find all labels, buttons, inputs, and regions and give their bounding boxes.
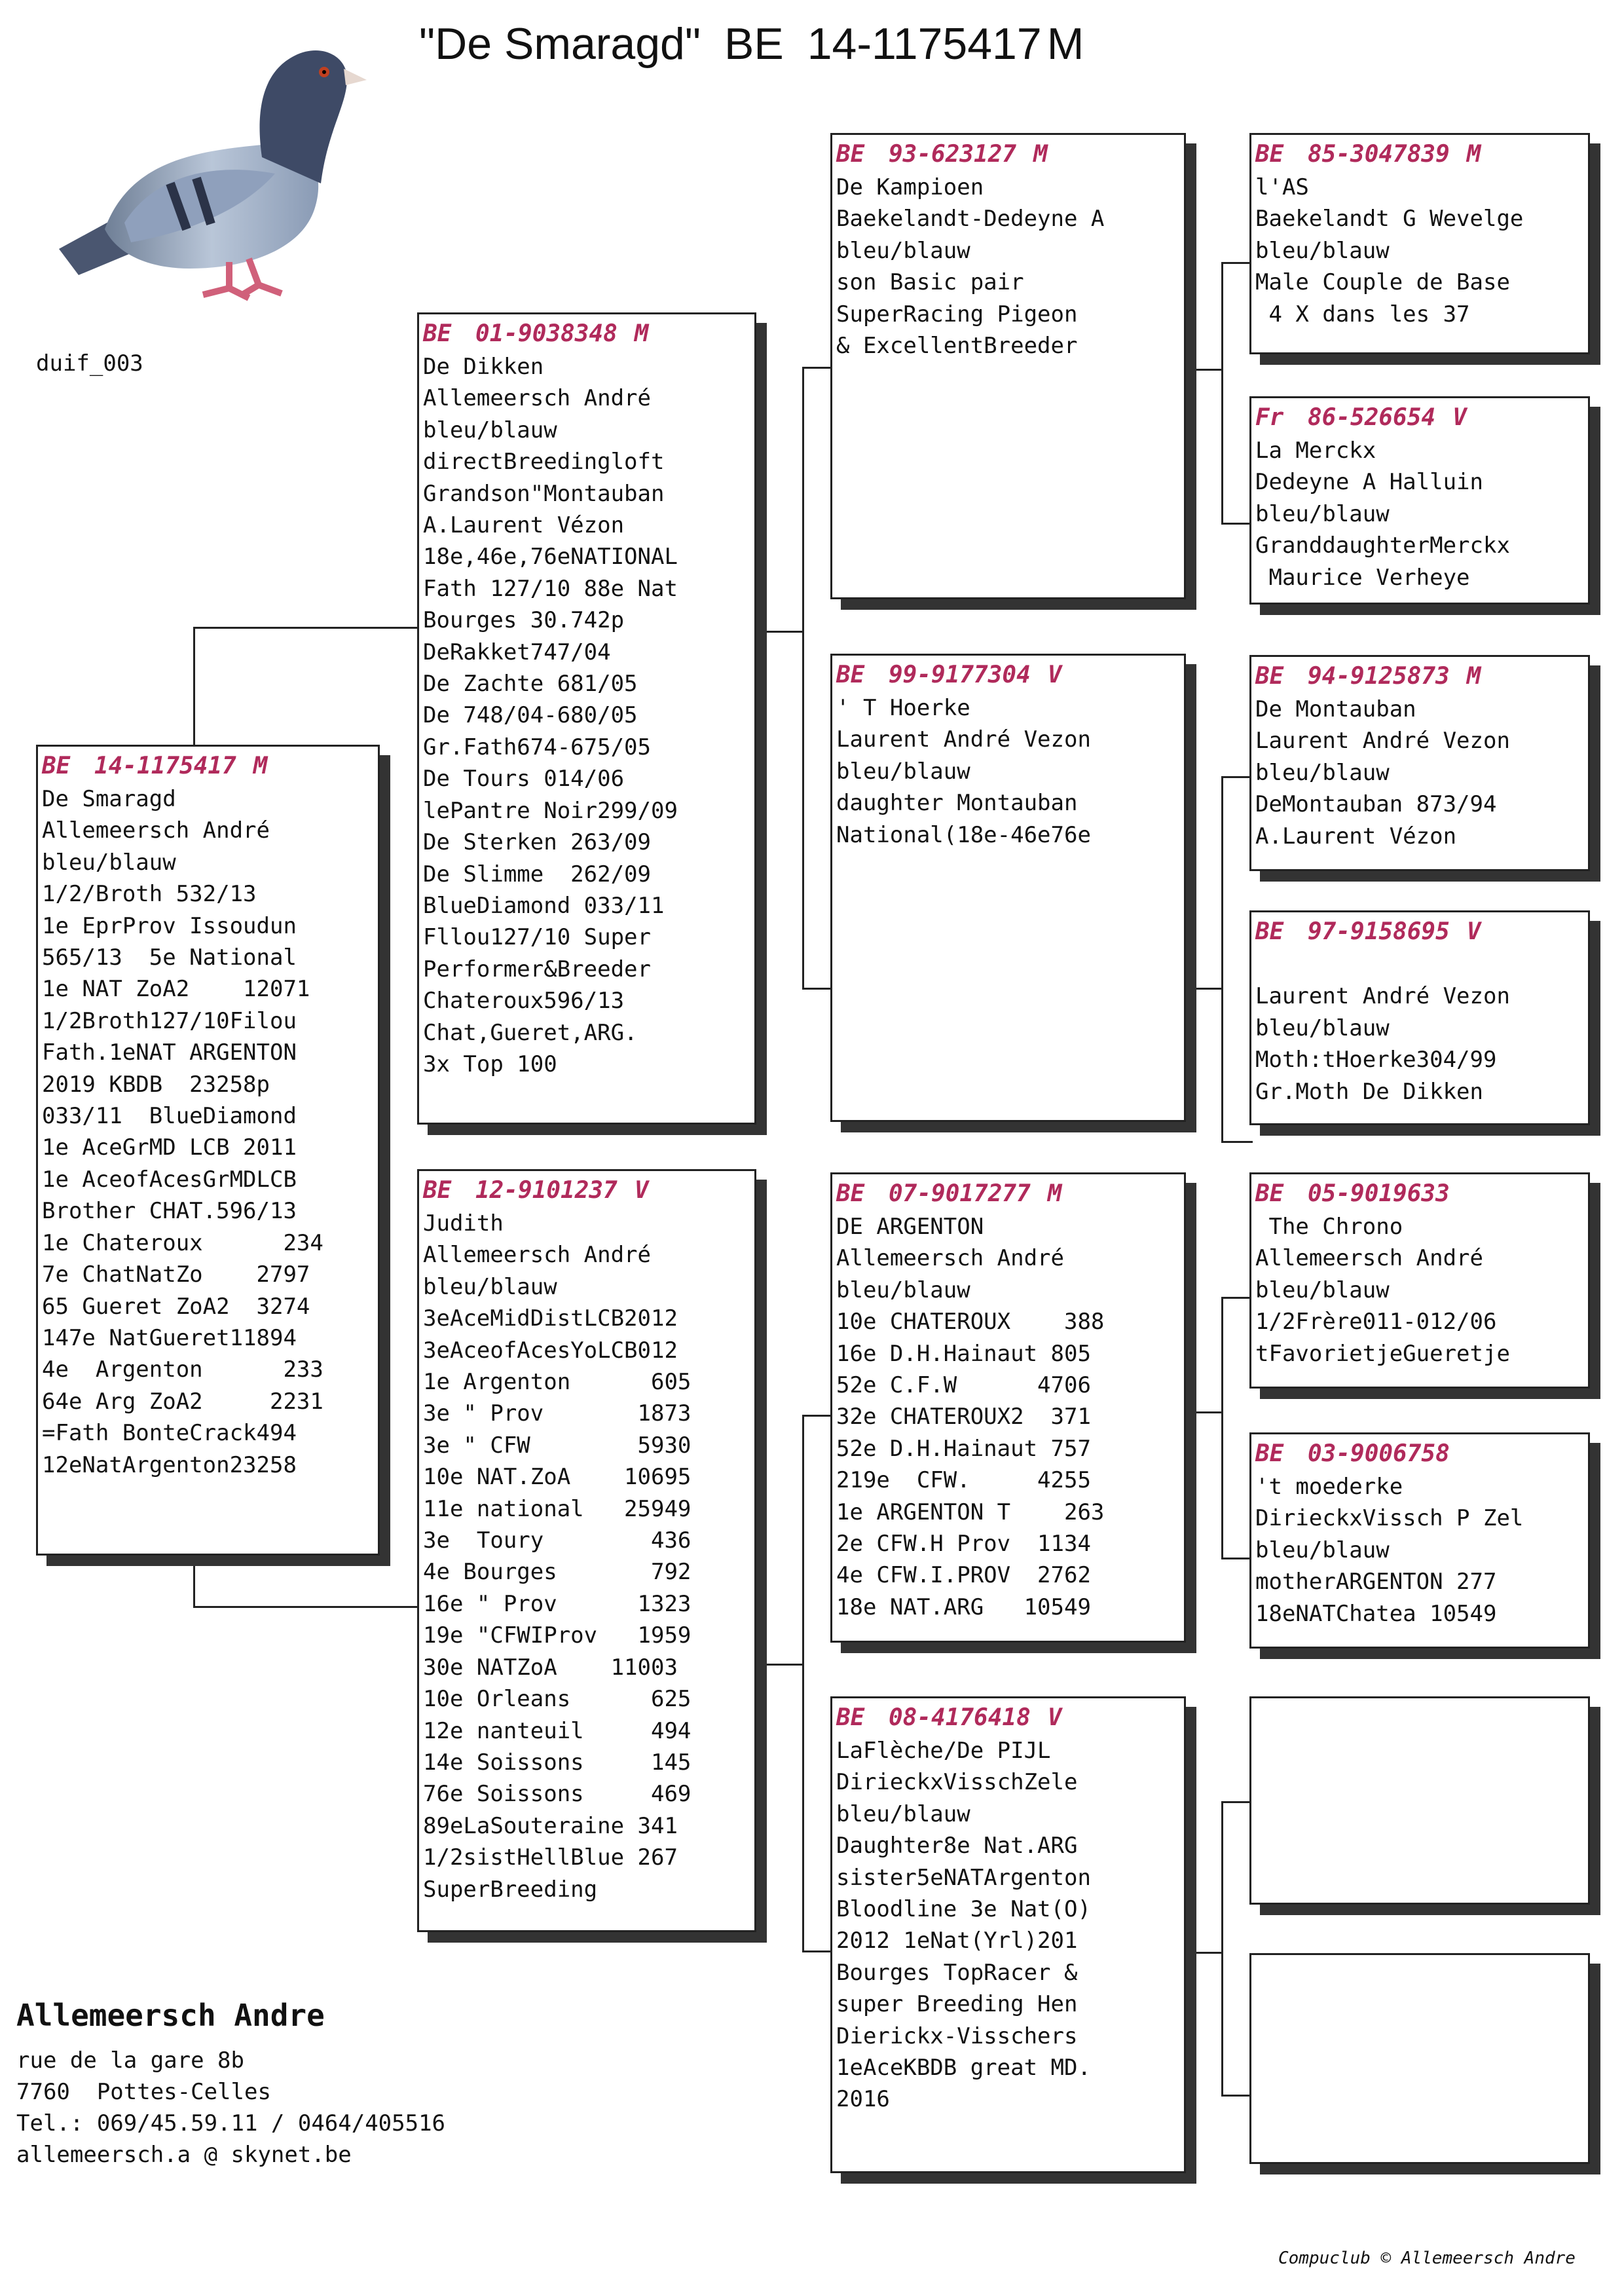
info-line: 32e CHATEROUX2 371	[836, 1404, 1091, 1430]
info-line: bleu/blauw	[1255, 1277, 1390, 1303]
info-line: A.Laurent Vézon	[423, 512, 625, 539]
info-line: Gr.Moth De Dikken	[1255, 1078, 1483, 1105]
ring-country: BE	[836, 662, 865, 688]
info-line: A.Laurent Vézon	[1255, 823, 1457, 849]
info-line: National(18e-46e76e	[836, 821, 1091, 848]
info-line: 2012 1eNat(Yrl)201	[836, 1928, 1078, 1954]
ggp-card-1	[1249, 133, 1590, 354]
info-line: Daughter8e Nat.ARG	[836, 1833, 1078, 1859]
info-line: 2e CFW.H Prov 1134	[836, 1531, 1091, 1558]
info-line: 19e "CFWIProv 1959	[423, 1622, 692, 1649]
info-line: Grandson"Montauban	[423, 480, 665, 507]
ring-country: BE	[1255, 918, 1284, 945]
ring-sex: V	[1047, 1704, 1062, 1731]
info-line: 147e NatGueret11894	[42, 1324, 297, 1351]
info-line: Laurent André Vezon	[1255, 728, 1510, 755]
connector-line	[1221, 1297, 1223, 1559]
info-line: 3x Top 100	[423, 1051, 557, 1077]
info-line: 10e Orleans 625	[423, 1686, 692, 1713]
info-line: 219e CFW. 4255	[836, 1467, 1091, 1494]
info-line: De Zachte 681/05	[423, 671, 638, 698]
info-line: directBreedingloft	[423, 449, 665, 476]
page-title	[419, 18, 1084, 69]
info-line: bleu/blauw	[1255, 237, 1390, 264]
connector-line	[1185, 369, 1221, 371]
ring-country: BE	[1255, 1440, 1284, 1467]
info-line: 1e EprProv Issoudun	[42, 912, 297, 939]
ring-header	[1255, 139, 1588, 170]
info-line: 4 X dans les 37	[1255, 301, 1470, 327]
info-line: 1e Chateroux 234	[42, 1229, 323, 1256]
info-line: sister5eNATArgenton	[836, 1864, 1091, 1891]
info-line: 7e ChatNatZo 2797	[42, 1261, 310, 1288]
connector-line	[1221, 1297, 1253, 1299]
ring-number: 94-9125873	[1308, 663, 1450, 690]
info-line: 30e NATZoA 11003	[423, 1654, 678, 1681]
ring-number: 85-3047839	[1308, 141, 1450, 168]
info-line: 1e AceGrMD LCB 2011	[42, 1134, 297, 1161]
info-line: 52e C.F.W 4706	[836, 1372, 1091, 1399]
ring-header	[836, 660, 1184, 691]
ring-header	[836, 139, 1184, 170]
info-line: 76e Soissons 469	[423, 1781, 692, 1808]
info-line: 18e NAT.ARG 10549	[836, 1594, 1091, 1620]
info-line: Chateroux596/13	[423, 988, 625, 1015]
info-line: Fath 127/10 88e Nat	[423, 575, 678, 602]
info-line: 1/2sistHellBlue 267	[423, 1844, 678, 1871]
title-sex: M	[1046, 19, 1084, 69]
info-line: Baekelandt-Dedeyne A	[836, 206, 1105, 233]
owner-email[interactable]: allemeersch.a @ skynet.be	[16, 2142, 352, 2168]
info-line: Dierickx-Visschers	[836, 2023, 1078, 2049]
info-line: Baekelandt G Wevelge	[1255, 206, 1524, 233]
info-line: SuperBreeding	[423, 1876, 598, 1903]
info-line: De Dikken	[423, 354, 544, 380]
ring-sex: V	[1466, 918, 1481, 945]
ring-header	[1255, 402, 1588, 434]
footer-credit: Compuclub © Allemeersch Andre	[1278, 2248, 1576, 2268]
pedigree-info	[423, 351, 754, 1080]
info-line: bleu/blauw	[836, 758, 970, 785]
info-line: LaFlèche/De PIJL	[836, 1738, 1051, 1764]
info-line: 11e national 25949	[423, 1495, 692, 1522]
pedigree-info	[836, 172, 1184, 362]
ring-number: 05-9019633	[1308, 1180, 1450, 1207]
owner-phone: Tel.: 069/45.59.11 / 0464/405516	[16, 2110, 446, 2136]
connector-line	[193, 627, 195, 745]
ring-header	[836, 1702, 1184, 1734]
info-line: bleu/blauw	[423, 417, 557, 443]
info-line: DE ARGENTON	[836, 1214, 984, 1240]
ring-header	[423, 1175, 754, 1206]
ring-header	[42, 751, 378, 782]
info-line: Performer&Breeder	[423, 956, 651, 982]
pedigree-info	[1255, 435, 1588, 593]
info-line: bleu/blauw	[1255, 759, 1390, 786]
info-line: 1eAceKBDB great MD.	[836, 2055, 1091, 2081]
connector-line	[1221, 262, 1253, 264]
ring-number: 97-9158695	[1308, 918, 1450, 945]
info-line: 4e Bourges 792	[423, 1559, 692, 1586]
info-line: 10e CHATEROUX 388	[836, 1309, 1105, 1335]
connector-line	[193, 1556, 195, 1608]
info-line: 1/2/Broth 532/13	[42, 881, 257, 908]
connector-line	[802, 988, 834, 990]
connector-line	[1185, 988, 1221, 990]
connector-line	[193, 627, 417, 629]
info-line: l'AS	[1255, 174, 1309, 200]
info-line: Allemeersch André	[423, 1242, 651, 1269]
pedigree-info	[1255, 1471, 1588, 1630]
sire-sire-card	[830, 133, 1186, 599]
info-line: De Montauban	[1255, 696, 1416, 722]
ring-header	[836, 1178, 1184, 1210]
info-line: 18e,46e,76eNATIONAL	[423, 544, 678, 570]
info-line: & ExcellentBreeder	[836, 333, 1078, 360]
info-line: 1/2Frère011-012/06	[1255, 1309, 1497, 1335]
connector-line	[1221, 776, 1253, 778]
ring-country: BE	[836, 141, 865, 168]
ring-header	[1255, 661, 1588, 692]
connector-line	[1185, 1952, 1221, 1954]
info-line: bleu/blauw	[836, 1277, 970, 1303]
info-line: Brother CHAT.596/13	[42, 1198, 297, 1225]
ring-sex: M	[634, 320, 649, 347]
info-line: bleu/blauw	[1255, 1537, 1390, 1563]
info-line: 1e NAT ZoA2 12071	[42, 976, 310, 1003]
ggp-card-4	[1249, 910, 1590, 1125]
ring-number: 99-9177304	[889, 662, 1031, 688]
info-line: son Basic pair	[836, 269, 1024, 296]
info-line: 4e Argenton 233	[42, 1356, 323, 1383]
info-line: 1e ARGENTON T 263	[836, 1499, 1105, 1525]
image-label: duif_003	[36, 350, 143, 377]
info-line: GranddaughterMerckx	[1255, 532, 1510, 559]
info-line: 52e D.H.Hainaut 757	[836, 1435, 1091, 1462]
info-line: De Sterken 263/09	[423, 829, 651, 856]
info-line: tFavorietjeGueretje	[1255, 1340, 1510, 1367]
ring-sex: V	[1047, 662, 1062, 688]
info-line: 1/2Broth127/10Filou	[42, 1007, 297, 1034]
info-line: ' T Hoerke	[836, 695, 970, 721]
info-line: De Kampioen	[836, 174, 984, 200]
info-line: BlueDiamond 033/11	[423, 892, 665, 919]
pedigree-info	[836, 1211, 1184, 1623]
info-line: 64e Arg ZoA2 2231	[42, 1388, 323, 1415]
info-line: 033/11 BlueDiamond	[42, 1103, 297, 1130]
owner-street: rue de la gare 8b	[16, 2047, 244, 2074]
info-line: 3e Toury 436	[423, 1527, 692, 1554]
info-line: 12eNatArgenton23258	[42, 1451, 297, 1478]
connector-line	[756, 631, 802, 633]
ring-sex: M	[1466, 141, 1481, 168]
ggp-card-7	[1249, 1696, 1590, 1905]
pedigree-info	[836, 1735, 1184, 2116]
ring-country: BE	[1255, 663, 1284, 690]
info-line: Allemeersch André	[1255, 1245, 1483, 1272]
ring-country: Fr	[1255, 404, 1284, 431]
connector-line	[802, 1950, 834, 1952]
connector-line	[1221, 1801, 1223, 2096]
info-line: Allemeersch André	[42, 817, 270, 844]
ring-header	[423, 318, 754, 350]
info-line: DirieckxVissch P Zel	[1255, 1505, 1524, 1532]
connector-line	[802, 367, 834, 369]
sire-card	[417, 312, 756, 1125]
ring-number: 03-9006758	[1308, 1440, 1450, 1467]
ring-number: 14-1175417	[94, 753, 236, 779]
connector-line	[802, 1415, 804, 1952]
ring-sex: M	[253, 753, 268, 779]
info-line: Fath.1eNAT ARGENTON	[42, 1039, 297, 1066]
pedigree-info	[1255, 1211, 1588, 1370]
info-line: Gr.Fath674-675/05	[423, 734, 651, 760]
info-line: Chat,Gueret,ARG.	[423, 1019, 638, 1046]
connector-line	[1221, 1801, 1253, 1803]
info-line: bleu/blauw	[423, 1273, 557, 1300]
info-line: DirieckxVisschZele	[836, 1769, 1078, 1796]
ring-country: BE	[42, 753, 71, 779]
connector-line	[1185, 1411, 1221, 1413]
info-line: De Slimme 262/09	[423, 861, 651, 887]
info-line: Fllou127/10 Super	[423, 924, 651, 951]
ring-number: 07-9017277	[889, 1180, 1031, 1207]
info-line: bleu/blauw	[836, 237, 970, 264]
pigeon-name: "De Smaragd"	[419, 19, 701, 69]
info-line: 65 Gueret ZoA2 3274	[42, 1293, 310, 1320]
connector-line	[193, 1606, 417, 1608]
pedigree-info	[423, 1208, 754, 1905]
pedigree-info	[42, 783, 378, 1481]
subject-card	[36, 745, 380, 1556]
ring-number: 86-526654	[1308, 404, 1436, 431]
ring-sex: M	[1466, 663, 1481, 690]
connector-line	[1221, 262, 1223, 524]
info-line: Bourges 30.742p	[423, 607, 625, 634]
info-line: De Smaragd	[42, 786, 176, 812]
title-ring: 14-1175417	[807, 19, 1042, 69]
info-line: The Chrono	[1255, 1214, 1403, 1240]
ring-number: 01-9038348	[475, 320, 618, 347]
info-line: 3eAceMidDistLCB2012	[423, 1305, 678, 1332]
ring-country: BE	[423, 1177, 452, 1204]
ggp-card-3	[1249, 655, 1590, 871]
connector-line	[802, 367, 804, 989]
ggp-card-6	[1249, 1432, 1590, 1649]
connector-line	[1221, 523, 1253, 525]
info-line: 565/13 5e National	[42, 944, 297, 971]
ring-sex: V	[1452, 404, 1467, 431]
info-line: 2016	[836, 2086, 890, 2113]
title-country: BE	[724, 19, 784, 69]
connector-line	[756, 1664, 802, 1666]
info-line: =Fath BonteCrack494	[42, 1420, 297, 1447]
ring-country: BE	[836, 1704, 865, 1731]
info-line: 2019 KBDB 23258p	[42, 1071, 270, 1098]
info-line: bleu/blauw	[836, 1801, 970, 1827]
ring-header	[1255, 1178, 1588, 1210]
info-line: 't moederke	[1255, 1474, 1403, 1500]
pedigree-info	[1255, 172, 1588, 330]
info-line: DeRakket747/04	[423, 639, 611, 665]
info-line: bleu/blauw	[1255, 500, 1390, 527]
connector-line	[1221, 2095, 1253, 2097]
info-line: Laurent André Vezon	[1255, 983, 1510, 1010]
owner-city: 7760 Pottes-Celles	[16, 2079, 271, 2105]
dam-dam-card	[830, 1696, 1186, 2173]
ring-sex: M	[1033, 141, 1048, 168]
info-line: super Breeding Hen	[836, 1991, 1078, 2018]
info-line: 3eAceofAcesYoLCB012	[423, 1337, 678, 1364]
info-line: 16e " Prov 1323	[423, 1590, 692, 1617]
dam-card	[417, 1169, 756, 1932]
info-line: motherARGENTON 277	[1255, 1569, 1497, 1595]
info-line: 3e " Prov 1873	[423, 1400, 692, 1427]
ring-header	[1255, 916, 1588, 948]
info-line: Allemeersch André	[423, 385, 651, 412]
dam-sire-card	[830, 1172, 1186, 1643]
ring-sex: M	[1047, 1180, 1062, 1207]
info-line	[1255, 949, 1588, 980]
info-line: DeMontauban 873/94	[1255, 791, 1497, 818]
info-line: 14e Soissons 145	[423, 1749, 692, 1776]
info-line: daughter Montauban	[836, 790, 1078, 817]
ring-country: BE	[1255, 1180, 1284, 1207]
info-line: 10e NAT.ZoA 10695	[423, 1464, 692, 1491]
info-line: De Tours 014/06	[423, 766, 625, 793]
info-line: 4e CFW.I.PROV 2762	[836, 1562, 1091, 1589]
connector-line	[1221, 776, 1223, 1143]
ring-country: BE	[423, 320, 452, 347]
pedigree-info	[1255, 949, 1588, 1108]
info-line: 3e " CFW 5930	[423, 1432, 692, 1459]
pigeon-illustration	[33, 33, 399, 321]
info-line: Laurent André Vezon	[836, 726, 1091, 753]
info-line: 16e D.H.Hainaut 805	[836, 1340, 1091, 1367]
info-line: La Merckx	[1255, 438, 1376, 464]
info-line: bleu/blauw	[1255, 1015, 1390, 1041]
info-line: Allemeersch André	[836, 1245, 1064, 1272]
info-line: lePantre Noir299/09	[423, 797, 678, 824]
ring-country: BE	[836, 1180, 865, 1207]
info-line: Bourges TopRacer &	[836, 1959, 1078, 1986]
connector-line	[1221, 1141, 1253, 1143]
ring-number: 08-4176418	[889, 1704, 1031, 1731]
info-line: Maurice Verheye	[1255, 564, 1470, 591]
ggp-card-2	[1249, 396, 1590, 605]
connector-line	[1221, 1558, 1253, 1559]
pedigree-info	[836, 692, 1184, 851]
ggp-card-5	[1249, 1172, 1590, 1389]
info-line: 1e AceofAcesGrMDLCB	[42, 1166, 297, 1193]
info-line: SuperRacing Pigeon	[836, 301, 1078, 327]
ggp-card-8	[1249, 1953, 1590, 2164]
ring-number: 93-623127	[889, 141, 1017, 168]
info-line: Moth:tHoerke304/99	[1255, 1047, 1497, 1073]
connector-line	[802, 1415, 834, 1417]
ring-header	[1255, 1438, 1588, 1470]
ring-sex: V	[634, 1177, 649, 1204]
info-line: Male Couple de Base	[1255, 269, 1510, 296]
info-line: Bloodline 3e Nat(O)	[836, 1896, 1091, 1923]
info-line: 89eLaSouteraine 341	[423, 1812, 678, 1839]
info-line: bleu/blauw	[42, 849, 176, 876]
pedigree-info	[1255, 694, 1588, 852]
ring-number: 12-9101237	[475, 1177, 618, 1204]
ring-country: BE	[1255, 141, 1284, 168]
info-line: De 748/04-680/05	[423, 702, 638, 729]
owner-name: Allemeersch Andre	[16, 1998, 325, 2033]
owner-block	[16, 1998, 445, 2171]
info-line: 18eNATChatea 10549	[1255, 1600, 1497, 1627]
info-line: Dedeyne A Halluin	[1255, 469, 1483, 496]
sire-dam-card	[830, 654, 1186, 1122]
info-line: 1e Argenton 605	[423, 1369, 692, 1396]
info-line: 12e nanteuil 494	[423, 1717, 692, 1744]
info-line: Judith	[423, 1210, 504, 1237]
